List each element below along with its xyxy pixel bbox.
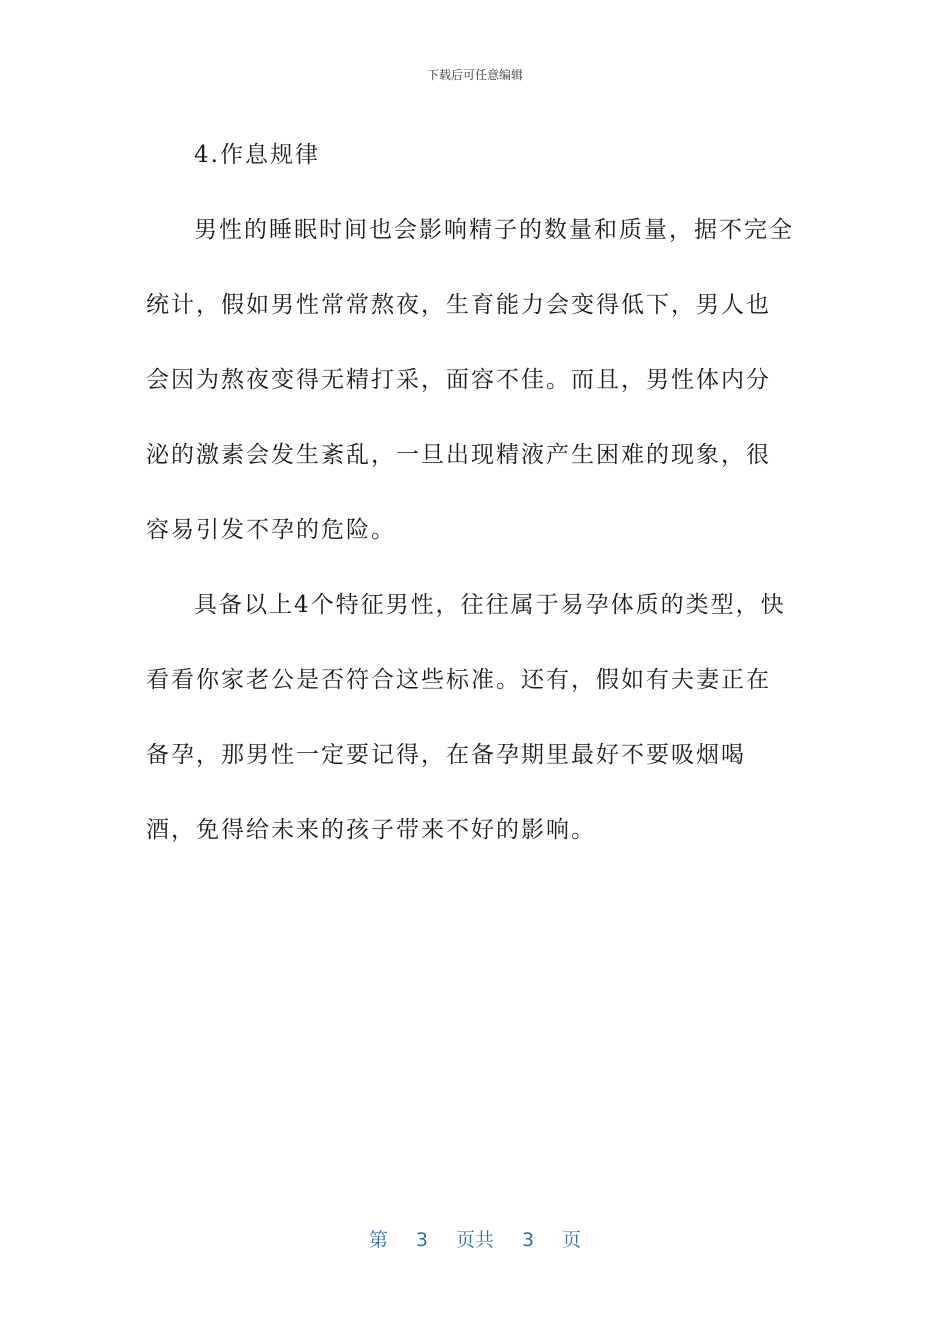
footer-suffix: 页 xyxy=(562,1229,582,1251)
document-body xyxy=(146,118,794,868)
footer-total-pages: 3 xyxy=(522,1229,535,1251)
section-heading: 4.作息规律 xyxy=(194,142,320,168)
paragraph-sleep: 男性的睡眠时间也会影响精子的数量和质量，据不完全统计，假如男性常常熬夜，生育能力会变得低下，男人也会因为熬夜变得无精打采，面容不佳。而且，男性体内分泌的激素会发生紊乱，一旦出现精液产生困难的现象，很容易引发不孕的危险。 xyxy=(146,217,794,543)
page-footer xyxy=(0,1225,950,1252)
paragraph-conclusion: 具备以上4个特征男性，往往属于易孕体质的类型，快看看你家老公是否符合这些标准。还有，假如有夫妻正在备孕，那男性一定要记得，在备孕期里最好不要吸烟喝酒，免得给未来的孩子带来不好的影响。 xyxy=(146,592,786,843)
footer-middle: 页共 xyxy=(455,1229,494,1251)
footer-current-page: 3 xyxy=(415,1229,428,1251)
page-header: 下载后可任意编辑 xyxy=(426,68,523,82)
footer-prefix: 第 xyxy=(368,1229,388,1251)
